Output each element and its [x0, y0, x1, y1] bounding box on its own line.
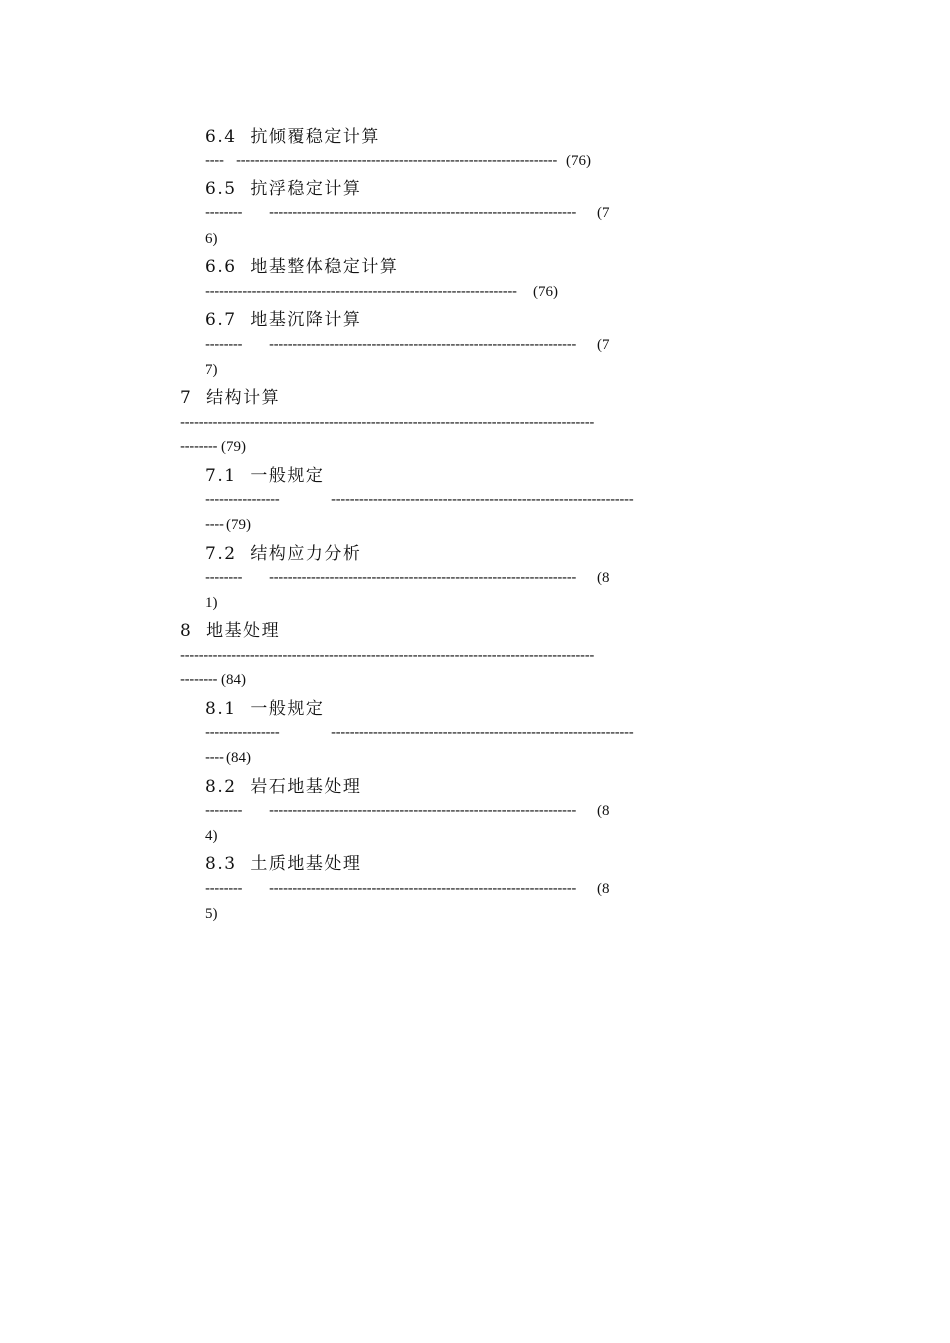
toc-entry-6-4-heading — [205, 126, 380, 148]
leader-dots: ----------------------------------------------------------------- — [331, 725, 634, 741]
entry-number: 6.7 — [205, 310, 237, 330]
entry-title: 岩石地基处理 — [250, 777, 362, 797]
entry-title: 抗倾覆稳定计算 — [250, 127, 380, 147]
leader-dots: ---------------- — [205, 725, 280, 741]
page-number-continued: 7) — [205, 362, 218, 378]
leader-dots: ---- — [205, 517, 224, 533]
entry-title: 结构应力分析 — [250, 544, 362, 564]
page-number: (84) — [226, 750, 251, 766]
page-number-continued: 4) — [205, 828, 218, 844]
entry-number: 6.6 — [205, 257, 237, 277]
entry-title: 地基处理 — [206, 621, 281, 641]
toc-entry-6-5-heading — [205, 178, 361, 200]
entry-number: 8.3 — [205, 854, 237, 874]
leader-dots: ------------------------------------------------------------------ — [269, 881, 577, 897]
page-number-continued: 6) — [205, 231, 218, 247]
leader-dots: ------------------------------------------------------------------ — [269, 337, 577, 353]
toc-entry-8-2-heading — [205, 776, 361, 798]
page-number: (79) — [226, 517, 251, 533]
page-number: (8 — [597, 570, 610, 586]
entry-title: 地基沉降计算 — [250, 310, 362, 330]
entry-number: 7.1 — [205, 466, 237, 486]
entry-title: 一般规定 — [250, 699, 325, 719]
page-number: (7 — [597, 205, 610, 221]
toc-entry-6-7-heading — [205, 309, 361, 331]
page-number: (79) — [221, 439, 246, 455]
leader-dots: ------------------------------------------------------------------ — [269, 570, 577, 586]
leader-dots: -------- — [205, 337, 243, 353]
toc-chapter-7-heading — [180, 387, 280, 409]
toc-entry-7-1-heading — [205, 465, 324, 487]
leader-dots: -------- — [205, 570, 243, 586]
leader-dots: -------- — [180, 439, 218, 455]
leader-dots: ------------------------------------------------------------------ — [269, 803, 577, 819]
page-number: (8 — [597, 803, 610, 819]
leader-dots: -------- — [205, 803, 243, 819]
entry-number: 8.2 — [205, 777, 237, 797]
toc-entry-8-1-heading — [205, 698, 324, 720]
page-number-continued: 1) — [205, 595, 218, 611]
entry-number: 7 — [180, 388, 193, 408]
toc-entry-6-6-heading — [205, 256, 398, 278]
entry-number: 8.1 — [205, 699, 237, 719]
leader-dots: -------- — [180, 672, 218, 688]
leader-dots: -------- — [205, 881, 243, 897]
toc-entry-7-2-heading — [205, 543, 361, 565]
page-number-continued: 5) — [205, 906, 218, 922]
entry-number: 6.4 — [205, 127, 237, 147]
leader-dots: ----------------------------------------------------------------------------------------- — [180, 648, 595, 664]
entry-title: 一般规定 — [250, 466, 325, 486]
entry-number: 6.5 — [205, 179, 237, 199]
leader-dots: ---- — [205, 153, 224, 169]
page-number: (8 — [597, 881, 610, 897]
leader-dots: ---------------- — [205, 492, 280, 508]
leader-dots: -------- — [205, 205, 243, 221]
entry-title: 结构计算 — [206, 388, 281, 408]
entry-number: 8 — [180, 621, 193, 641]
leader-dots: ------------------------------------------------------------------ — [269, 205, 577, 221]
leader-dots: --------------------------------------------------------------------- — [236, 153, 557, 169]
leader-dots: ----------------------------------------------------------------------------------------- — [180, 415, 595, 431]
toc-entry-8-3-heading — [205, 853, 361, 875]
entry-title: 抗浮稳定计算 — [250, 179, 362, 199]
leader-dots: ------------------------------------------------------------------- — [205, 284, 517, 300]
leader-dots: ---- — [205, 750, 224, 766]
leader-dots: ----------------------------------------------------------------- — [331, 492, 634, 508]
entry-title: 地基整体稳定计算 — [250, 257, 399, 277]
page-number: (76) — [566, 153, 591, 169]
page-number: (7 — [597, 337, 610, 353]
entry-title: 土质地基处理 — [250, 854, 362, 874]
page-number: (84) — [221, 672, 246, 688]
toc-chapter-8-heading — [180, 620, 280, 642]
page-number: (76) — [533, 284, 558, 300]
entry-number: 7.2 — [205, 544, 237, 564]
